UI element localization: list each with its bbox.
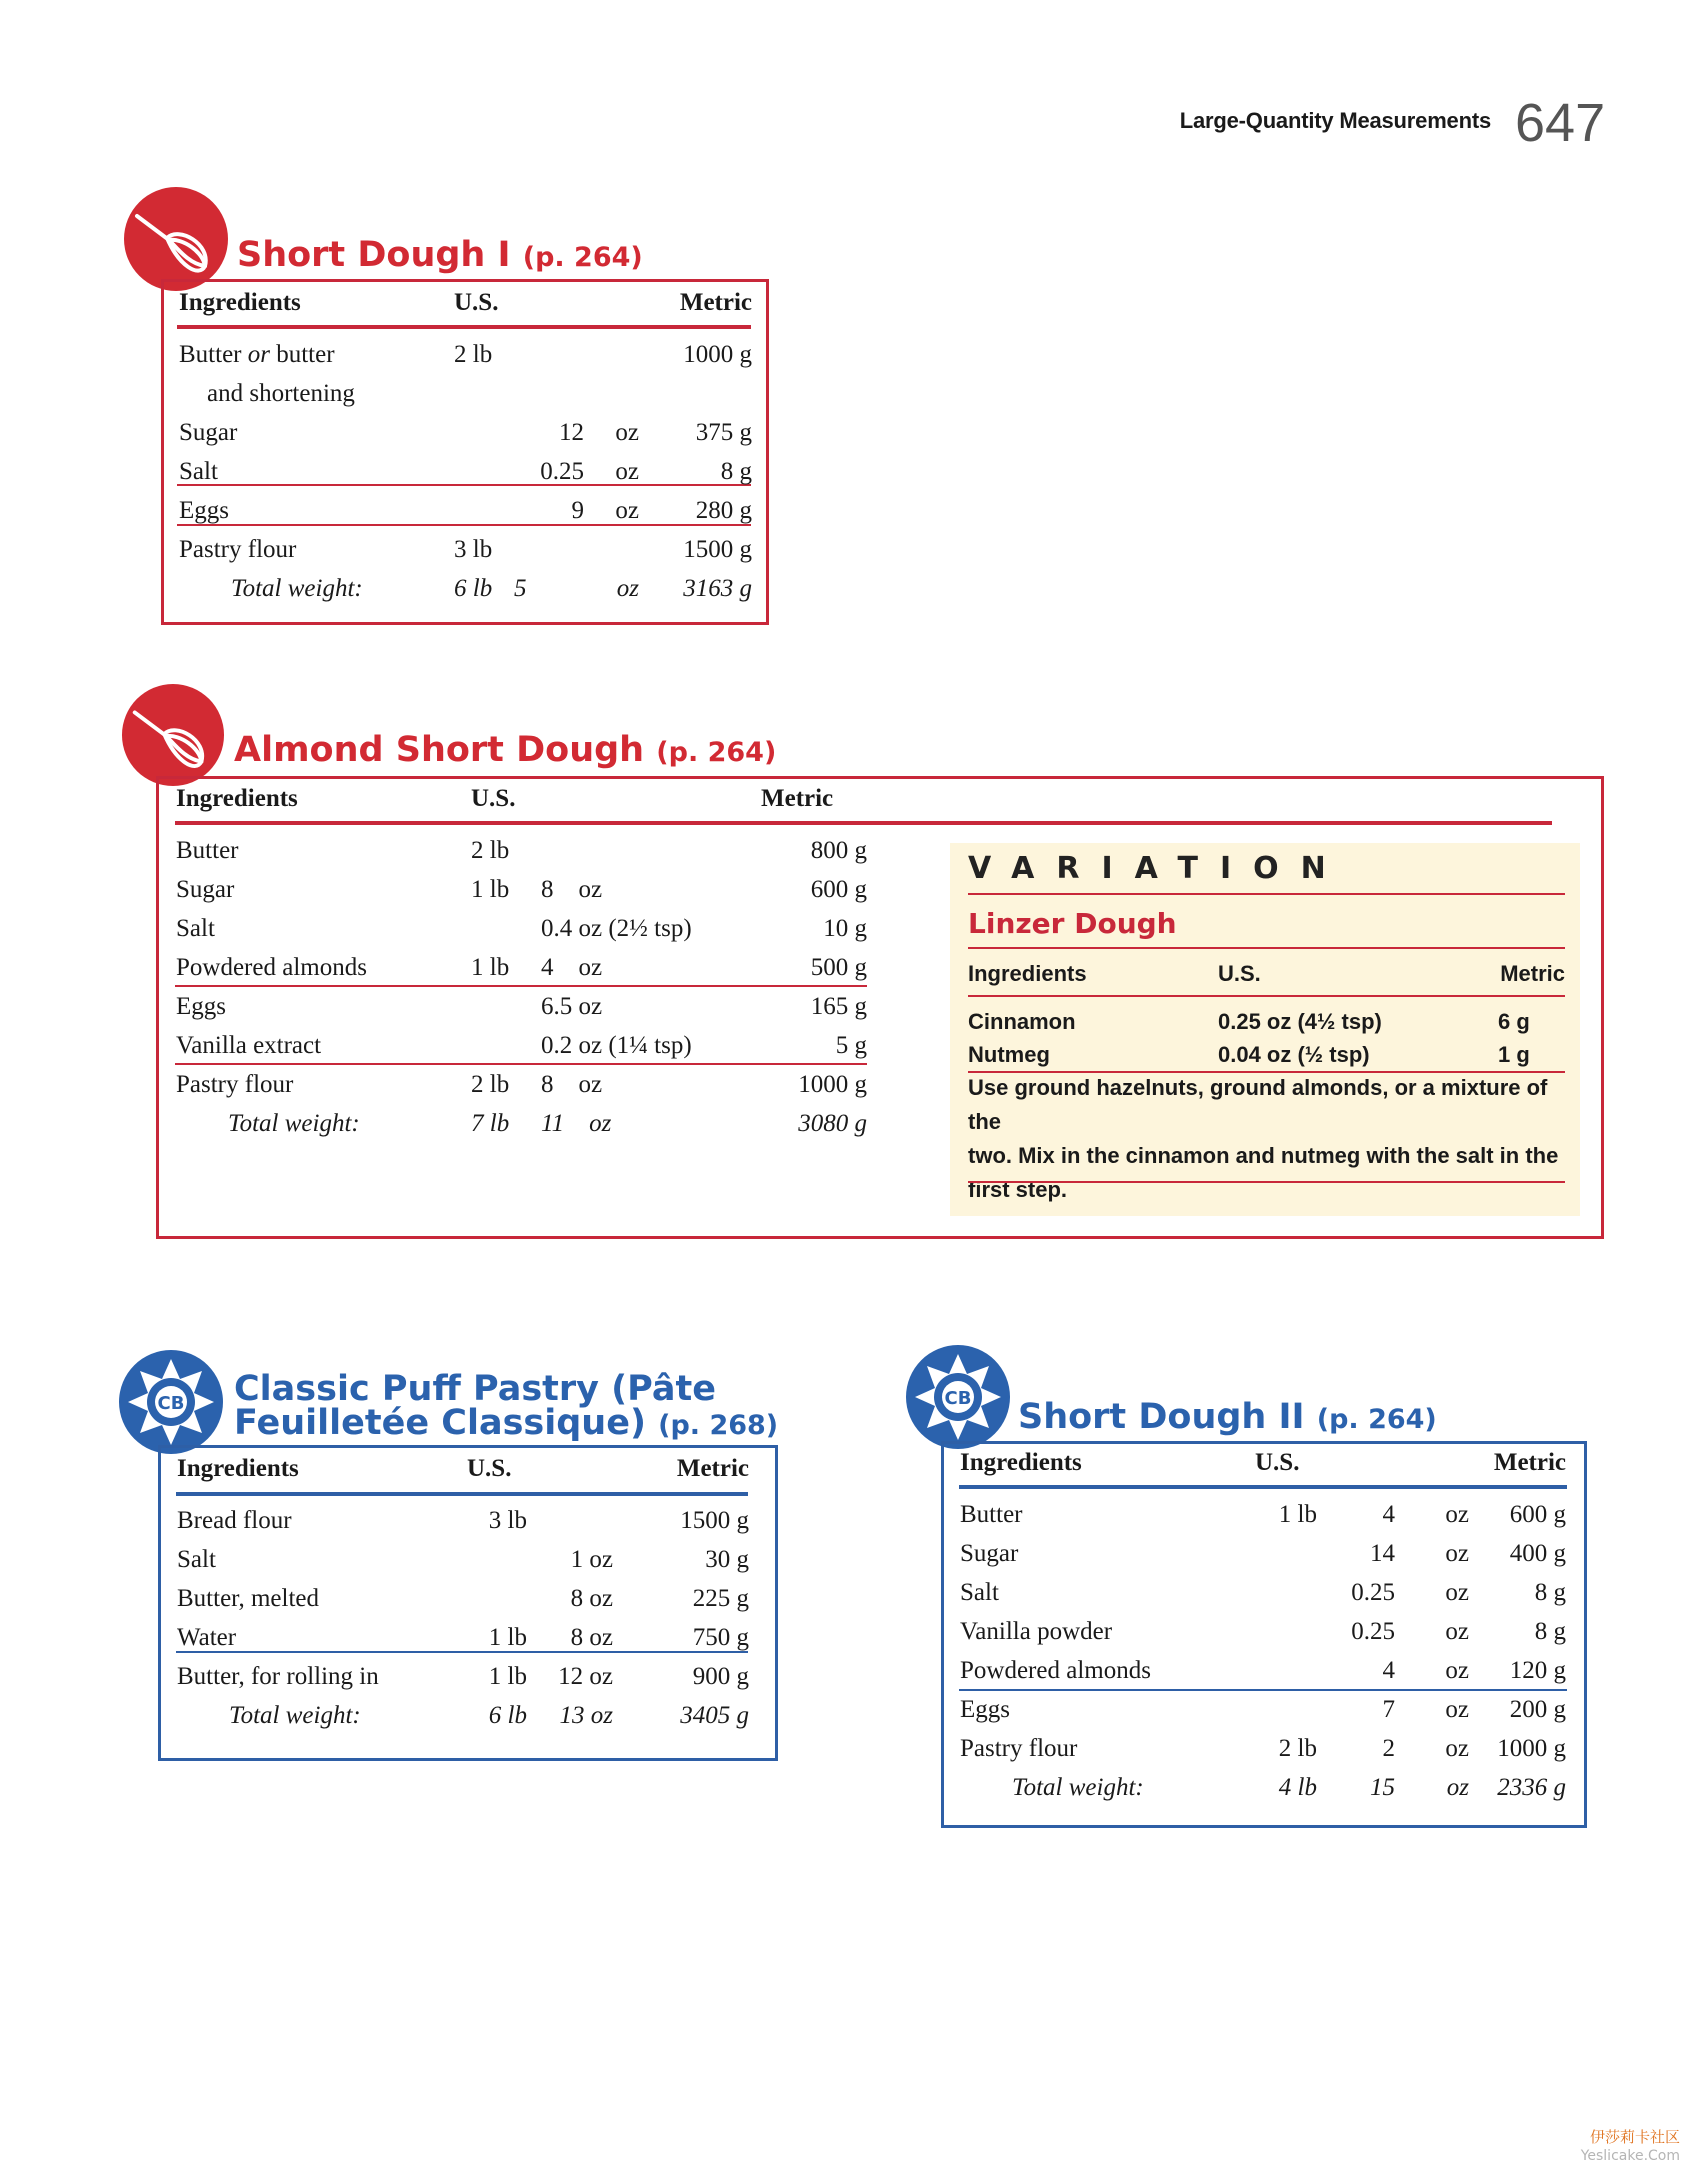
table-row: [176, 1065, 867, 1104]
table-row: [179, 374, 752, 413]
ingredient-name: Powdered almonds: [176, 953, 367, 981]
variation-bottom-rule: [968, 1181, 1565, 1183]
total-metric: 3405 g: [680, 1701, 749, 1729]
variation-name: Linzer Dough: [968, 907, 1177, 940]
ingredient-name: Butter: [960, 1500, 1023, 1528]
us-oz: 1 oz: [570, 1545, 613, 1573]
ingredients-table: [960, 1445, 1566, 1807]
metric-amount: 1000 g: [1497, 1734, 1566, 1762]
ingredient-name: Pastry flour: [179, 535, 297, 563]
us-oz: 4: [1382, 1500, 1395, 1528]
us-lb: [1255, 1612, 1317, 1651]
table-header-row: [176, 781, 867, 831]
table-header-row: [179, 285, 752, 335]
us-lb: [1255, 1534, 1317, 1573]
total-us-unit: oz: [1446, 1773, 1469, 1801]
us-amount: 0.25 oz (4½ tsp): [1218, 1008, 1382, 1034]
page-reference: (p. 264): [522, 242, 643, 273]
ingredient-name: Butter, melted: [177, 1584, 320, 1612]
ingredient-name: Vanilla extract: [176, 1031, 322, 1059]
us-lb: 1 lb: [488, 1662, 527, 1690]
cordon-bleu-seal-icon: [118, 1349, 224, 1455]
variation-header-row: [968, 953, 1565, 996]
col-header-metric: Metric: [679, 289, 752, 316]
us-lb: [467, 1579, 527, 1618]
metric-amount: 375 g: [695, 418, 752, 446]
total-us-lb: 6 lb: [454, 574, 493, 602]
page-reference: (p. 264): [1316, 1404, 1437, 1435]
recipe-title: [234, 1369, 779, 1443]
recipe-name-line2: Feuilletée Classique): [234, 1403, 646, 1443]
ingredient-name: Cinnamon: [968, 1008, 1076, 1034]
metric-amount: 1500 g: [680, 1506, 749, 1534]
col-header-ingredients: Ingredients: [177, 1455, 299, 1482]
ingredient-name: Salt: [177, 1545, 216, 1573]
us-unit: oz: [1445, 1500, 1469, 1528]
ingredient-name: Salt: [176, 914, 215, 942]
variation-panel: [950, 843, 1580, 1216]
ingredient-name: Eggs: [176, 992, 226, 1020]
table-row: [960, 1573, 1566, 1612]
us-oz: 0.2 oz (1¼ tsp): [541, 1031, 692, 1059]
metric-amount: 1500 g: [683, 535, 752, 563]
table-row: [968, 996, 1565, 1038]
ingredient-name: Bread flour: [177, 1506, 292, 1534]
variation-title-rule: [968, 893, 1565, 895]
us-oz: 14: [1370, 1539, 1395, 1567]
col-header-us: U.S.: [467, 1455, 512, 1482]
total-row: [177, 1696, 749, 1735]
table-row: [179, 335, 752, 374]
col-header-us: U.S.: [471, 785, 516, 812]
variation-note-line: Use ground hazelnuts, ground almonds, or a mixture of the: [968, 1075, 1548, 1134]
ingredient-name: Eggs: [960, 1695, 1010, 1723]
us-unit: oz: [615, 496, 639, 524]
ingredient-name-cont: and shortening: [207, 379, 355, 407]
us-oz: 0.25: [1351, 1578, 1395, 1606]
total-metric: 2336 g: [1497, 1773, 1566, 1801]
us-amount: 9: [571, 496, 584, 524]
us-amount: 2 lb: [454, 340, 493, 368]
metric-amount: 500 g: [810, 953, 867, 981]
ingredient-name: Powdered almonds: [960, 1656, 1151, 1684]
table-row: [960, 1651, 1566, 1690]
svg-text:CB: CB: [157, 1393, 185, 1414]
table-row: [968, 1038, 1565, 1072]
us-lb: [1255, 1573, 1317, 1612]
metric-amount: 120 g: [1509, 1656, 1566, 1684]
table-row: [176, 987, 867, 1026]
recipe-name: Almond Short Dough: [234, 730, 645, 770]
variation-note-line: first step.: [968, 1177, 1068, 1202]
us-oz: 8 oz: [541, 875, 603, 903]
ingredient-name: Sugar: [179, 418, 238, 446]
ingredients-table: [176, 781, 867, 1143]
watermark-cn: 伊莎莉卡社区: [1589, 2128, 1680, 2146]
recipe-title: [234, 730, 777, 770]
us-oz: 0.25: [1351, 1617, 1395, 1645]
us-oz: 6.5 oz: [541, 992, 603, 1020]
total-us-oz: 15: [1370, 1773, 1395, 1801]
table-row: [176, 1026, 867, 1065]
metric-amount: 30 g: [705, 1545, 749, 1573]
variation-note: [968, 1071, 1565, 1207]
ingredient-name: Eggs: [179, 496, 229, 524]
total-us-lb: 7 lb: [471, 1109, 510, 1137]
ingredient-name: Water: [177, 1623, 237, 1651]
metric-amount: 165 g: [810, 992, 867, 1020]
ingredient-name: Sugar: [176, 875, 235, 903]
page-number: 647: [1515, 93, 1606, 153]
total-us-oz: 11 oz: [541, 1109, 612, 1137]
table-header-row: [960, 1445, 1566, 1495]
us-unit: oz: [1445, 1695, 1469, 1723]
us-oz: 8 oz: [541, 1070, 603, 1098]
watermark-en: Yeslicake.Com: [1580, 2148, 1680, 2164]
us-unit: oz: [1445, 1734, 1469, 1762]
table-row: [960, 1612, 1566, 1651]
whisk-icon: [121, 683, 225, 787]
table-row: [179, 530, 752, 569]
us-unit: oz: [1445, 1656, 1469, 1684]
table-row: [960, 1534, 1566, 1573]
total-row: [960, 1768, 1566, 1807]
whisk-icon: [123, 186, 229, 292]
ingredient-name: Vanilla powder: [960, 1617, 1113, 1645]
total-metric: 3080 g: [798, 1109, 867, 1137]
total-row: [176, 1104, 867, 1143]
us-oz: 7: [1382, 1695, 1395, 1723]
us-oz: 2: [1382, 1734, 1395, 1762]
total-label: Total weight:: [229, 1701, 361, 1729]
recipe-name: Short Dough II: [1018, 1397, 1305, 1437]
table-row: [179, 491, 752, 530]
metric-amount: 8 g: [720, 457, 752, 485]
metric-amount: 5 g: [835, 1031, 867, 1059]
us-lb: 1 lb: [471, 953, 510, 981]
us-amount: 12: [559, 418, 584, 446]
table-row: [177, 1579, 749, 1618]
us-lb: 1 lb: [471, 875, 510, 903]
ingredient-name: Pastry flour: [960, 1734, 1078, 1762]
metric-amount: 10 g: [823, 914, 867, 942]
variation-note-line: two. Mix in the cinnamon and nutmeg with the salt in the: [968, 1143, 1559, 1168]
running-title: Large-Quantity Measurements: [1179, 108, 1491, 133]
us-lb: [467, 1540, 527, 1579]
us-lb: 1 lb: [488, 1623, 527, 1651]
table-row: [176, 831, 867, 870]
page-reference: (p. 268): [658, 1410, 779, 1441]
ingredients-table: [179, 285, 752, 608]
table-row: [177, 1657, 749, 1696]
us-oz: 4 oz: [541, 953, 603, 981]
ingredients-table: [177, 1451, 749, 1735]
us-amount: 0.25: [540, 457, 584, 485]
col-header-us: U.S.: [1218, 961, 1261, 986]
total-us-oz: 13 oz: [559, 1701, 613, 1729]
col-header-ingredients: Ingredients: [179, 289, 301, 316]
total-label: Total weight:: [231, 574, 363, 602]
variation-title: VARIATION: [968, 851, 1348, 886]
metric-amount: 6 g: [1498, 1008, 1530, 1034]
total-us-oz: 5: [514, 574, 527, 602]
total-label: Total weight:: [228, 1109, 360, 1137]
us-lb: 2 lb: [471, 1070, 510, 1098]
us-oz: 8 oz: [570, 1623, 613, 1651]
ingredient-name: Salt: [179, 457, 218, 485]
us-lb: 2 lb: [1278, 1734, 1317, 1762]
us-oz: 0.4 oz (2½ tsp): [541, 914, 692, 942]
us-oz: 8 oz: [570, 1584, 613, 1612]
col-header-metric: Metric: [676, 1455, 749, 1482]
us-unit: oz: [1445, 1539, 1469, 1567]
us-oz: 12 oz: [558, 1662, 613, 1690]
us-lb: [1255, 1651, 1317, 1690]
table-row: [960, 1729, 1566, 1768]
table-row: [179, 452, 752, 491]
col-header-ingredients: Ingredients: [968, 961, 1087, 986]
cordon-bleu-seal-icon: [905, 1344, 1011, 1450]
table-row: [176, 870, 867, 909]
us-unit: oz: [615, 418, 639, 446]
ingredient-name: Butter or butter: [179, 340, 335, 368]
col-header-metric: Metric: [761, 785, 834, 812]
metric-amount: 600 g: [1509, 1500, 1566, 1528]
metric-amount: 400 g: [1509, 1539, 1566, 1567]
metric-amount: 600 g: [810, 875, 867, 903]
ingredient-name: Sugar: [960, 1539, 1019, 1567]
col-header-us: U.S.: [454, 289, 499, 316]
us-oz: [527, 1501, 613, 1540]
metric-amount: 225 g: [692, 1584, 749, 1612]
table-row: [176, 909, 867, 948]
recipe-name: Short Dough I: [237, 235, 511, 275]
total-us-lb: 6 lb: [488, 1701, 527, 1729]
variation-table: [968, 953, 1565, 1073]
us-unit: oz: [1445, 1578, 1469, 1606]
table-header-row: [177, 1451, 749, 1501]
table-row: [176, 948, 867, 987]
us-unit: oz: [1445, 1617, 1469, 1645]
svg-text:CB: CB: [944, 1388, 972, 1409]
col-header-metric: Metric: [1500, 961, 1565, 986]
table-row: [960, 1690, 1566, 1729]
us-lb: 3 lb: [488, 1506, 527, 1534]
page-reference: (p. 264): [656, 737, 777, 768]
table-row: [177, 1501, 749, 1540]
us-lb: 2 lb: [471, 836, 510, 864]
us-unit: oz: [615, 457, 639, 485]
ingredient-name: Pastry flour: [176, 1070, 294, 1098]
table-row: [179, 413, 752, 452]
metric-amount: 1000 g: [798, 1070, 867, 1098]
us-amount: 3 lb: [454, 535, 493, 563]
ingredient-name: Salt: [960, 1578, 999, 1606]
metric-amount: 280 g: [695, 496, 752, 524]
col-header-us: U.S.: [1255, 1449, 1300, 1476]
total-label: Total weight:: [1012, 1773, 1144, 1801]
metric-amount: 1000 g: [683, 340, 752, 368]
total-us-unit: oz: [616, 574, 639, 602]
metric-amount: 900 g: [692, 1662, 749, 1690]
total-row: [179, 569, 752, 608]
col-header-ingredients: Ingredients: [960, 1449, 1082, 1476]
us-lb: 1 lb: [1278, 1500, 1317, 1528]
recipe-name-line1: Classic Puff Pastry (Pâte: [234, 1369, 716, 1409]
us-oz: [541, 831, 761, 870]
col-header-metric: Metric: [1493, 1449, 1566, 1476]
variation-name-rule: [968, 947, 1565, 949]
table-row: [177, 1540, 749, 1579]
metric-amount: 200 g: [1509, 1695, 1566, 1723]
metric-amount: 800 g: [810, 836, 867, 864]
total-metric: 3163 g: [683, 574, 752, 602]
us-amount: 0.04 oz (½ tsp): [1218, 1041, 1370, 1067]
recipe-title: [1018, 1397, 1437, 1437]
total-us-lb: 4 lb: [1278, 1773, 1317, 1801]
us-oz: 4: [1382, 1656, 1395, 1684]
ingredient-name: Butter, for rolling in: [177, 1662, 379, 1690]
recipe-title: [237, 235, 643, 275]
ingredient-name: Butter: [176, 836, 239, 864]
table-row: [177, 1618, 749, 1657]
us-lb: [1255, 1690, 1317, 1729]
table-row: [960, 1495, 1566, 1534]
metric-amount: 8 g: [1534, 1617, 1566, 1645]
metric-amount: 1 g: [1498, 1041, 1530, 1067]
col-header-ingredients: Ingredients: [176, 785, 298, 812]
ingredient-name: Nutmeg: [968, 1041, 1050, 1067]
metric-amount: 8 g: [1534, 1578, 1566, 1606]
metric-amount: 750 g: [692, 1623, 749, 1651]
